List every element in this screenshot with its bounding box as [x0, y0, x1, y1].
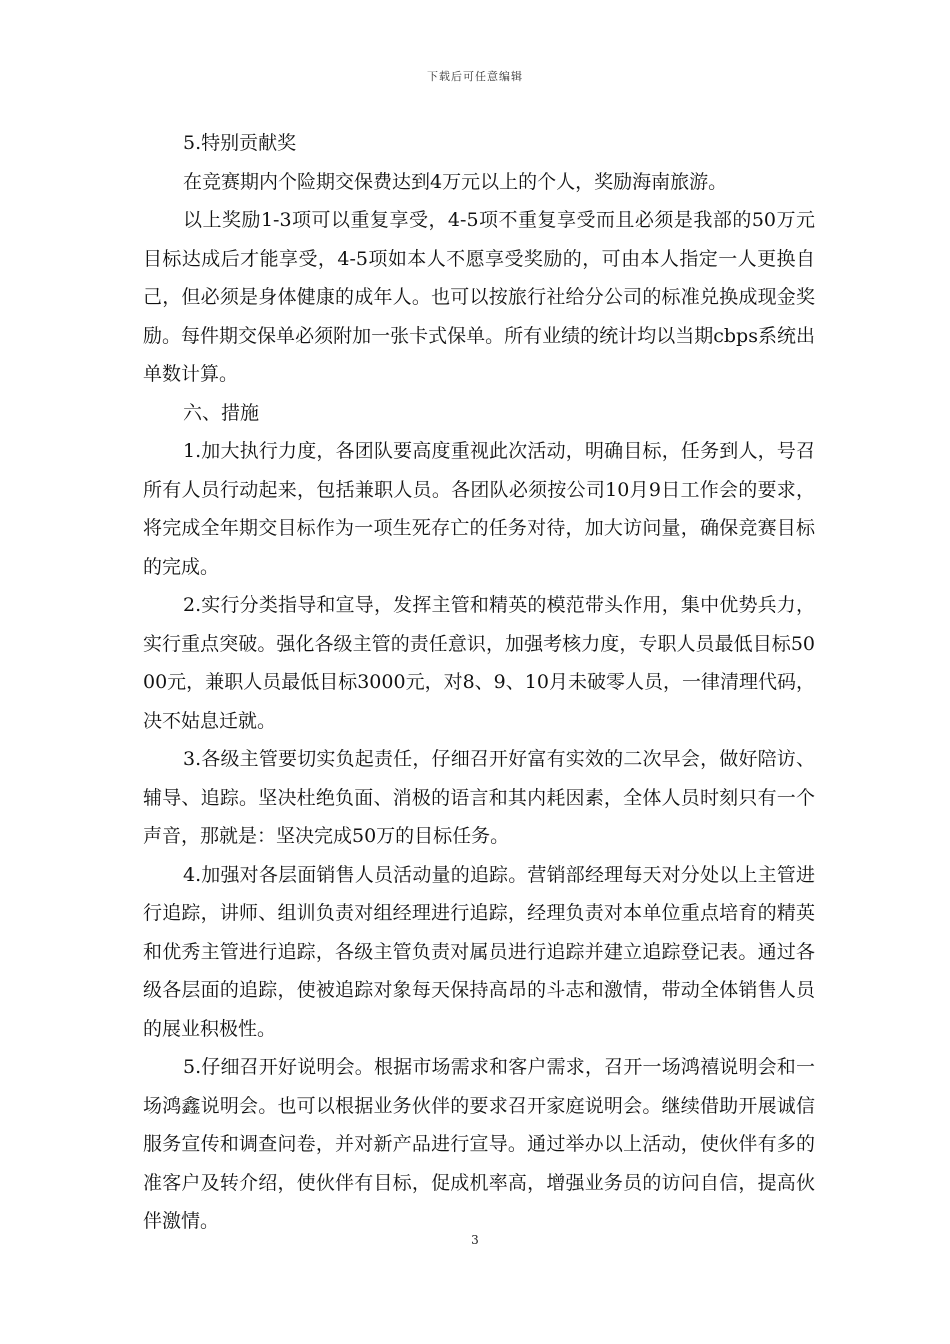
- page-header: 下载后可任意编辑: [427, 70, 523, 83]
- page-number: 3: [471, 1233, 479, 1247]
- paragraph-measure-5: 5.仔细召开好说明会。根据市场需求和客户需求，召开一场鸿禧说明会和一场鸿鑫说明会。也可以根据业务伙伴的要求召开家庭说明会。继续借助开展诚信服务宣传和调查问卷，并对新产品进行宣导。通过举办以上活动，使伙伴有多的准客户及转介绍，使伙伴有目标，促成机率高，增强业务员的访问自信，提高伙伴激情。: [143, 1056, 815, 1232]
- paragraph-reward-rules: 以上奖励1-3项可以重复享受，4-5项不重复享受而且必须是我部的50万元目标达成后才能享受，4-5项如本人不愿享受奖励的，可由本人指定一人更换自己，但必须是身体健康的成年人。也可以按旅行社给分公司的标准兑换成现金奖励。每件期交保单必须附加一张卡式保单。所有业绩的统计均以当期cbps系统出单数计算。: [143, 209, 815, 385]
- section-heading-measures: 六、措施: [183, 401, 260, 424]
- document-body: [143, 124, 815, 1241]
- paragraph-special-contribution-award: 5.特别贡献奖: [183, 132, 297, 154]
- paragraph-measure-2: 2.实行分类指导和宣导，发挥主管和精英的模范带头作用，集中优势兵力，实行重点突破。强化各级主管的责任意识，加强考核力度，专职人员最低目标5000元，兼职人员最低目标3000元，对8、9、10月未破零人员，一律清理代码，决不姑息迁就。: [143, 594, 815, 732]
- paragraph-measure-4: 4.加强对各层面销售人员活动量的追踪。营销部经理每天对分处以上主管进行追踪，讲师、组训负责对组经理进行追踪，经理负责对本单位重点培育的精英和优秀主管进行追踪，各级主管负责对属员进行追踪并建立追踪登记表。通过各级各层面的追踪，使被追踪对象每天保持高昂的斗志和激情，带动全体销售人员的展业积极性。: [143, 863, 815, 1040]
- paragraph-measure-3: 3.各级主管要切实负起责任，仔细召开好富有实效的二次早会，做好陪访、辅导、追踪。坚决杜绝负面、消极的语言和其内耗因素，全体人员时刻只有一个声音，那就是：坚决完成50万的目标任务。: [143, 748, 815, 847]
- paragraph-measure-1: 1.加大执行力度，各团队要高度重视此次活动，明确目标，任务到人，号召所有人员行动起来，包括兼职人员。各团队必须按公司10月9日工作会的要求，将完成全年期交目标作为一项生死存亡的任务对待，加大访问量，确保竞赛目标的完成。: [143, 440, 815, 578]
- paragraph-hainan-travel-reward: 在竞赛期内个险期交保费达到4万元以上的个人，奖励海南旅游。: [183, 170, 728, 193]
